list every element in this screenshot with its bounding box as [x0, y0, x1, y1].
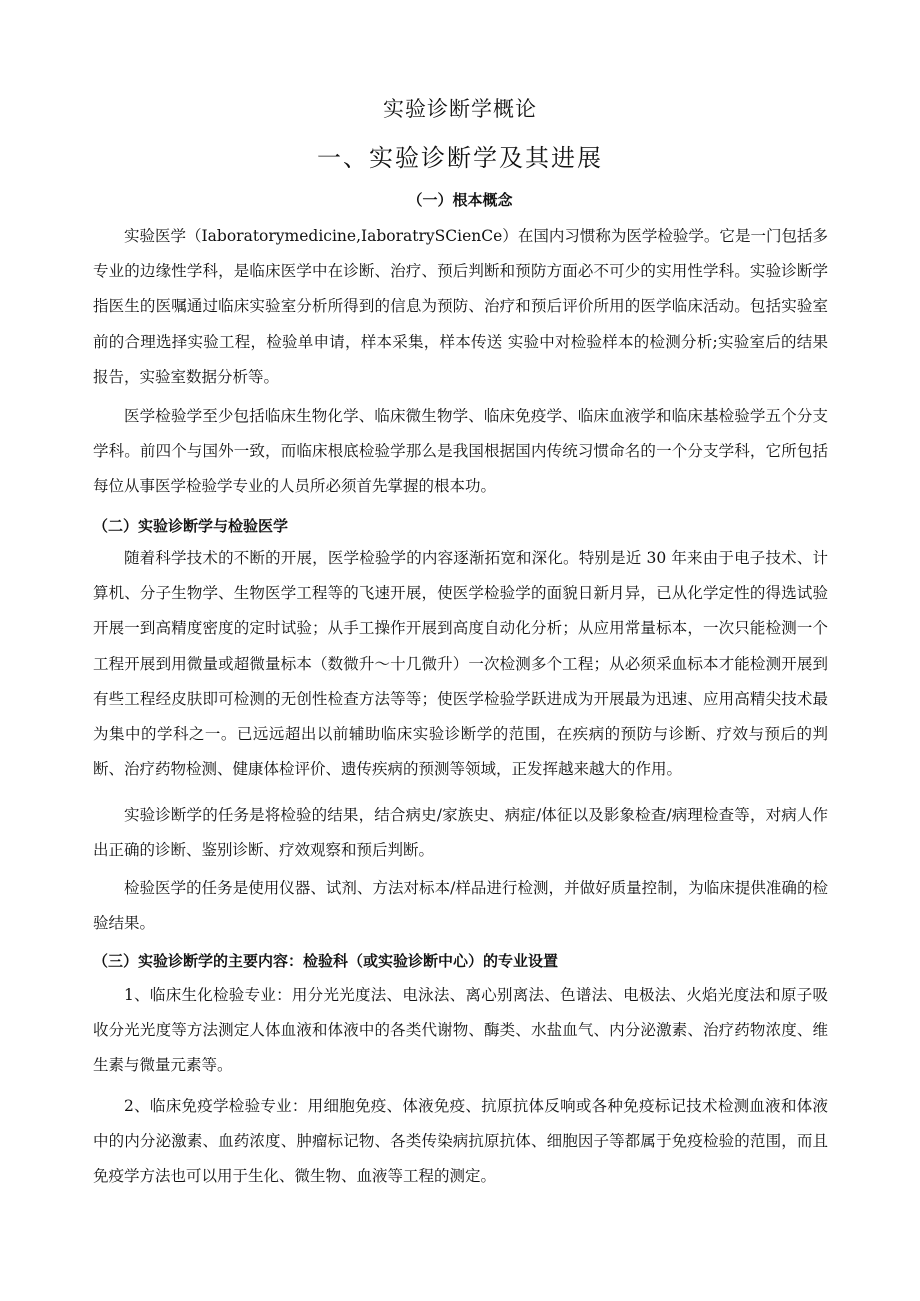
paragraph-3: 随着科学技术的不断的开展，医学检验学的内容逐渐拓宽和深化。特别是近 30 年来由于电子技术、计算机、分子生物学、生物医学工程等的飞速开展，使医学检验学的面貌日新月异，已从化学定性的得选试验开展一到高精度密度的定时试验；从手工操作开展到高度自动化分析；从应用常量标本，一次只能检测一个工程开展到用微量或超微量标本（数微升～十几微升）一次检测多个工程；从必须采血标本才能检测开展到有些工程经皮肤即可检测的无创性检查方法等等；使医学检验学跃进成为开展最为迅速、应用高精尖技术最为集中的学科之一。已远远超出以前辅助临床实验诊断学的范围，在疾病的预防与诊断、疗效与预后的判断、治疗药物检测、健康体检评价、遗传疾病的预测等领域，正发挥越来越大的作用。: [93, 549, 828, 779]
section-heading-2: （二）实验诊断学与检验医学: [93, 517, 289, 535]
paragraph-2: 医学检验学至少包括临床生物化学、临床微生物学、临床免疫学、临床血液学和临床基检验学五个分支学科。前四个与国外一致，而临床根底检验学那么是我国根据国内传统习惯命名的一个分支学科，它所包括每位从事医学检验学专业的人员所必须首先掌握的根本功。: [93, 407, 828, 496]
chapter-title: 一、实验诊断学及其进展: [317, 144, 603, 172]
paragraph-5: 检验医学的任务是使用仪器、试剂、方法对标本/样品进行检测，并做好质量控制，为临床提供准确的检验结果。: [93, 879, 828, 933]
document-title: 实验诊断学概论: [383, 97, 537, 121]
paragraph-4: 实验诊断学的任务是将检验的结果，结合病史/家族史、病症/体征以及影象检查/病理检查等，对病人作出正确的诊断、鉴别诊断、疗效观察和预后判断。: [93, 806, 828, 860]
paragraph-6: 1、临床生化检验专业：用分光光度法、电泳法、离心别离法、色谱法、电极法、火焰光度法和原子吸收分光光度等方法测定人体血液和体液中的各类代谢物、酶类、水盐血气、内分泌激素、治疗药物浓度、维生素与微量元素等。: [93, 986, 828, 1075]
paragraph-7: 2、临床免疫学检验专业：用细胞免疫、体液免疫、抗原抗体反响或各种免疫标记技术检测血液和体液中的内分泌激素、血药浓度、肿瘤标记物、各类传染病抗原抗体、细胞因子等都属于免疫检验的范围，而且免疫学方法也可以用于生化、微生物、血液等工程的测定。: [93, 1097, 828, 1186]
section-heading-3: （三）实验诊断学的主要内容：检验科（或实验诊断中心）的专业设置: [93, 952, 559, 970]
paragraph-1: 实验医学（Iaboratorymedicine,IaboratrySCienCe）在国内习惯称为医学检验学。它是一门包括多专业的边缘性学科，是临床医学中在诊断、治疗、预后判断和预防方面必不可少的实用性学科。实验诊断学指医生的医嘱通过临床实验室分析所得到的信息为预防、治疗和预后评价所用的医学临床活动。包括实验室前的合理选择实验工程，检验单申请，样本采集，样本传送 实验中对检验样本的检测分析;实验室后的结果报告，实验室数据分析等。: [93, 227, 828, 386]
section-heading-1: （一）根本概念: [407, 191, 513, 209]
